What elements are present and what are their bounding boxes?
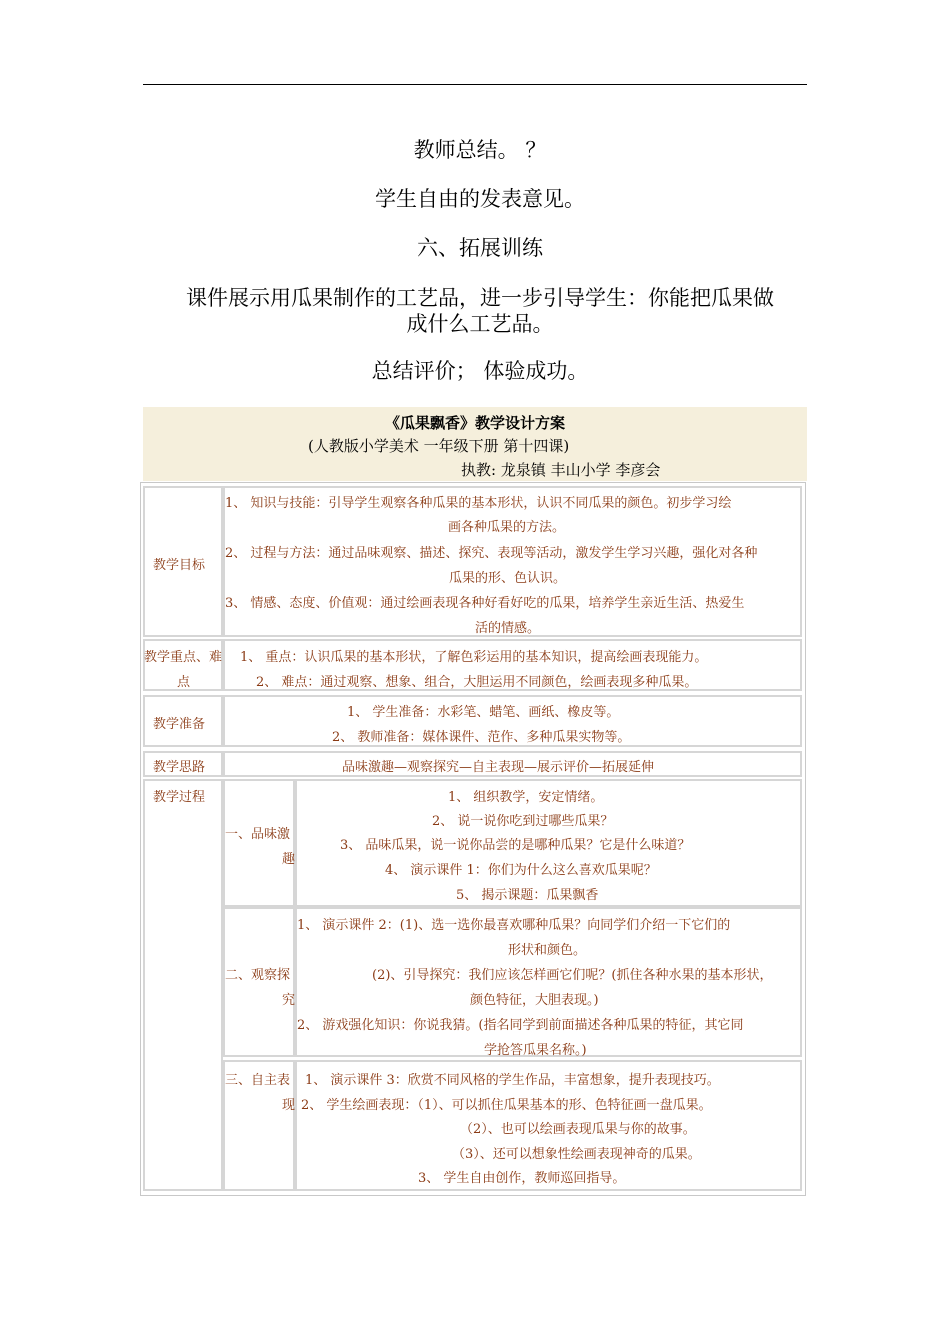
stage1-line: 1、 组织教学，安定情绪。 bbox=[448, 790, 604, 805]
plan-edition: (人教版小学美术 一年级下册 第十四课) bbox=[308, 437, 570, 455]
goal-line: 2、 过程与方法：通过品味观察、描述、探究、表现等活动，激发学生学习兴趣，强化对各种 bbox=[225, 546, 758, 561]
keypoint-line: 1、 重点：认识瓜果的基本形状，了解色彩运用的基本知识，提高绘画表现能力。 bbox=[240, 650, 708, 665]
goal-line: 瓜果的形、色认识。 bbox=[449, 571, 567, 586]
prep-line: 2、 教师准备：媒体课件、范作、多种瓜果实物等。 bbox=[332, 730, 631, 745]
stage1-line: 4、 演示课件 1：你们为什么这么喜欢瓜果呢？ bbox=[385, 863, 657, 878]
top-rule bbox=[143, 84, 807, 85]
para-students-speak: 学生自由的发表意见。 bbox=[375, 187, 585, 211]
stage2-line: (2)、引导探究：我们应该怎样画它们呢？(抓住各种水果的基本形状， bbox=[372, 968, 773, 983]
para-courseware-1: 课件展示用瓜果制作的工艺品，进一步引导学生：你能把瓜果做 bbox=[186, 286, 774, 310]
para-extension-heading: 六、拓展训练 bbox=[417, 236, 543, 260]
prep-label: 教学准备 bbox=[153, 717, 206, 732]
process-label: 教学过程 bbox=[153, 790, 206, 805]
stage2-line: 形状和颜色。 bbox=[508, 943, 587, 958]
stage3-label: 三、自主表 bbox=[225, 1073, 291, 1088]
stage1-line: 2、 说一说你吃到过哪些瓜果？ bbox=[432, 814, 614, 829]
stage1-line: 3、 品味瓜果，说一说你品尝的是哪种瓜果？它是什么味道？ bbox=[340, 838, 691, 853]
stage1-label-cont: 趣 bbox=[282, 852, 296, 867]
stage3-line: 3、 学生自由创作，教师巡回指导。 bbox=[418, 1171, 626, 1186]
stage2-label-cont: 究 bbox=[282, 993, 296, 1008]
goal-line: 活的情感。 bbox=[475, 621, 541, 636]
plan-teacher: 执教: 龙泉镇 丰山小学 李彦会 bbox=[461, 461, 661, 479]
stage2-line: 1、 演示课件 2：(1)、选一选你最喜欢哪种瓜果？向同学们介绍一下它们的 bbox=[297, 918, 731, 933]
stage3-label-cont: 现 bbox=[282, 1098, 296, 1113]
goal-line: 1、 知识与技能：引导学生观察各种瓜果的基本形状，认识不同瓜果的颜色。初步学习绘 bbox=[225, 496, 732, 511]
stage2-line: 2、 游戏强化知识：你说我猜。(指名同学到前面描述各种瓜果的特征，其它同 bbox=[297, 1018, 744, 1033]
stage1-label: 一、品味激 bbox=[225, 827, 291, 842]
keypoint-line: 2、 难点：通过观察、想象、组合，大胆运用不同颜色，绘画表现多种瓜果。 bbox=[256, 675, 698, 690]
plan-title: 《瓜果飘香》教学设计方案 bbox=[384, 414, 565, 432]
stage3-line: （2）、也可以绘画表现瓜果与你的故事。 bbox=[460, 1122, 696, 1137]
keypoints-label-cont: 点 bbox=[177, 675, 191, 690]
stage2-label: 二、观察探 bbox=[225, 968, 291, 983]
prep-line: 1、 学生准备：水彩笔、蜡笔、画纸、橡皮等。 bbox=[347, 705, 620, 720]
stage1-label-cell bbox=[223, 779, 295, 907]
stage2-line: 学抢答瓜果名称。) bbox=[484, 1043, 587, 1058]
process-label-cell bbox=[143, 779, 223, 1191]
stage3-line: 2、 学生绘画表现：（1）、可以抓住瓜果基本的形、色特征画一盘瓜果。 bbox=[301, 1098, 712, 1113]
idea-text: 品味激趣—观察探究—自主表现—展示评价—拓展延伸 bbox=[342, 760, 655, 775]
stage3-line: 1、 演示课件 3：欣赏不同风格的学生作品，丰富想象，提升表现技巧。 bbox=[305, 1073, 720, 1088]
para-evaluation: 总结评价； 体验成功。 bbox=[371, 359, 589, 383]
stage1-line: 5、 揭示课题：瓜果飘香 bbox=[456, 888, 599, 903]
goals-label: 教学目标 bbox=[153, 558, 206, 573]
idea-label: 教学思路 bbox=[153, 760, 206, 775]
stage2-line: 颜色特征，大胆表现。) bbox=[470, 993, 599, 1008]
goal-line: 画各种瓜果的方法。 bbox=[448, 520, 566, 535]
para-teacher-summary: 教师总结。 ？ bbox=[413, 138, 547, 162]
para-courseware-2: 成什么工艺品。 bbox=[406, 312, 554, 336]
stage3-line: （3）、还可以想象性绘画表现神奇的瓜果。 bbox=[452, 1147, 701, 1162]
keypoints-label: 教学重点、难 bbox=[144, 650, 223, 665]
goal-line: 3、 情感、态度、价值观：通过绘画表现各种好看好吃的瓜果，培养学生亲近生活、热爱生 bbox=[225, 596, 745, 611]
plan-header bbox=[143, 407, 807, 481]
